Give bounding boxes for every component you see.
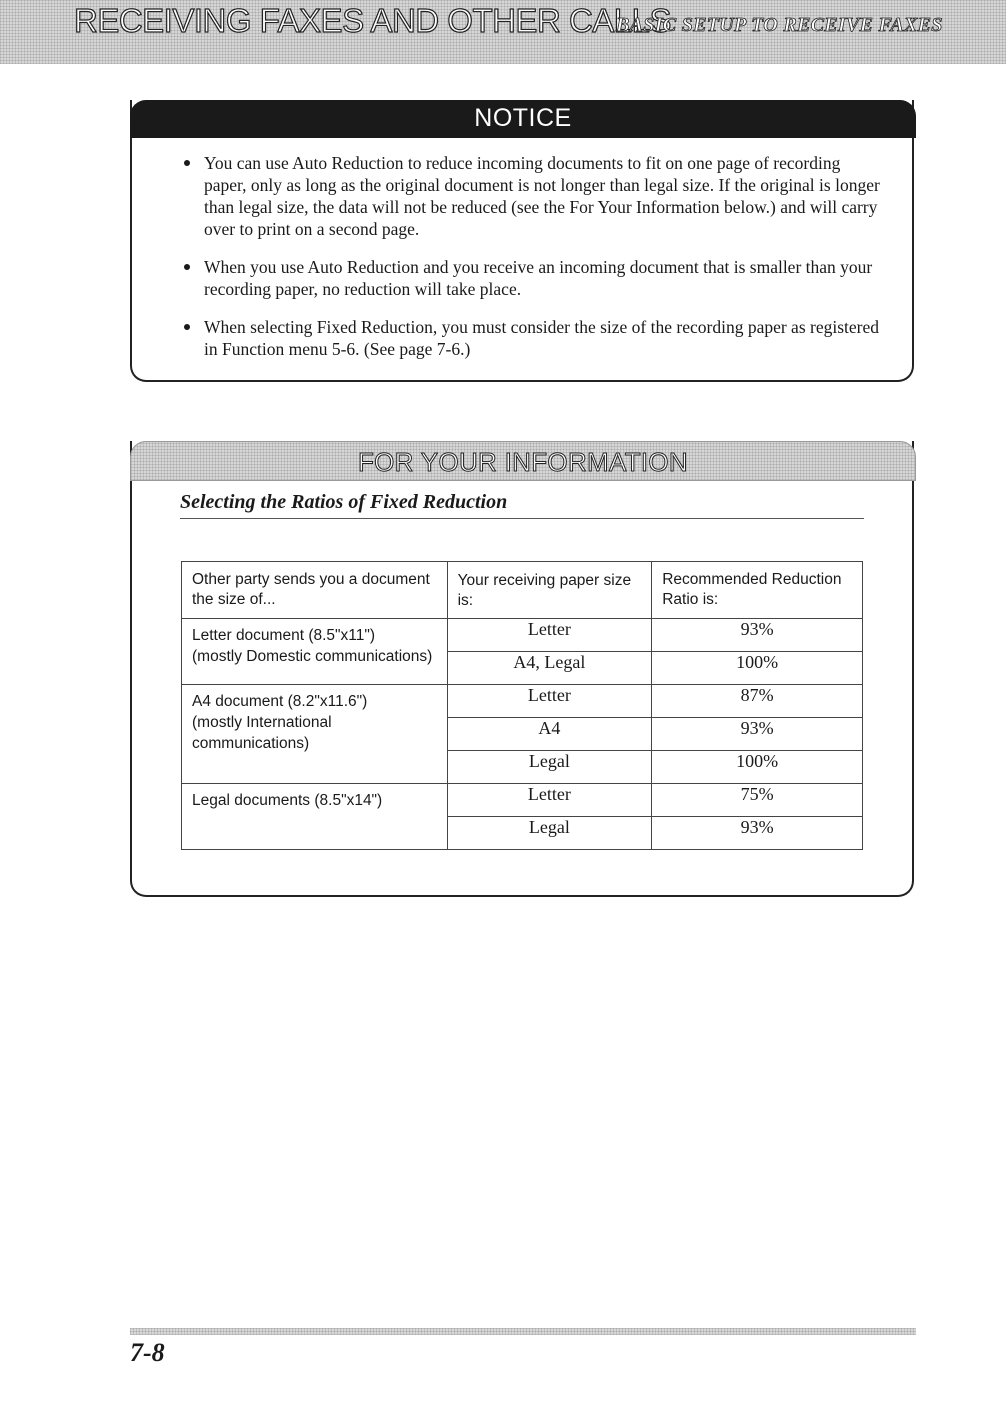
document-size-cell [182,784,448,850]
ratio-cell: 87% [652,685,863,718]
ratio-cell: 75% [652,784,863,817]
footer-rule [130,1328,916,1335]
paper-size-cell: Letter [447,685,652,718]
notice-item [180,316,880,360]
bullet-icon [184,324,190,330]
document-size: Legal documents (8.5"x14") [192,792,383,809]
notice-box [130,100,914,382]
notice-title: NOTICE [474,104,572,132]
column-header-paper-size: Your receiving paper size is: [447,562,652,619]
paper-size-cell: A4 [447,718,652,751]
ratio-cell: 100% [652,652,863,685]
bullet-icon [184,160,190,166]
document-size-cell [182,619,448,685]
column-header-ratio: Recommended Reduction Ratio is: [652,562,863,619]
paper-size-cell: Legal [447,817,652,850]
table-header-row [182,562,863,619]
chapter-title: RECEIVING FAXES AND OTHER CALLS [74,2,671,39]
document-note: (mostly Domestic communications) [192,648,433,665]
notice-item-text: You can use Auto Reduction to reduce incoming documents to fit on one page of recording paper, only as long as the original document is not longer than legal size. If the original is longer than legal size, the data will not be reduced (see the For Your Information below.) and will carry over to print on a second page. [204,153,880,239]
table-row [182,619,863,652]
page-header [0,0,1006,64]
paper-size-cell: Legal [447,751,652,784]
reduction-ratio-table [181,561,863,850]
fyi-box [130,441,914,897]
bullet-icon [184,264,190,270]
section-title: BASIC SETUP TO RECEIVE FAXES [616,14,943,36]
ratio-cell: 93% [652,817,863,850]
notice-header-bar [130,100,916,138]
ratio-cell: 100% [652,751,863,784]
paper-size-cell: Letter [447,619,652,652]
document-size: Letter document (8.5"x11") [192,627,376,644]
fyi-header-bar [130,441,916,481]
document-size-cell [182,685,448,784]
table-row [182,685,863,718]
fyi-title: FOR YOUR INFORMATION [357,447,689,477]
ratio-cell: 93% [652,718,863,751]
document-size: A4 document (8.2"x11.6") [192,693,368,710]
column-header-sender-size: Other party sends you a document the size of... [182,562,448,619]
notice-item-text: When selecting Fixed Reduction, you must consider the size of the recording paper as registered in Function menu 5-6. (See page 7-6.) [204,317,879,359]
fyi-heading: Selecting the Ratios of Fixed Reduction [180,491,864,519]
notice-item [180,152,880,240]
document-note: (mostly International communications) [192,714,332,752]
notice-item [180,256,880,300]
paper-size-cell: Letter [447,784,652,817]
page-number: 7-8 [130,1338,165,1367]
notice-item-text: When you use Auto Reduction and you receive an incoming document that is smaller than your recording paper, no reduction will take place. [204,257,873,299]
table-row [182,784,863,817]
notice-list [180,152,880,376]
ratio-cell: 93% [652,619,863,652]
paper-size-cell: A4, Legal [447,652,652,685]
